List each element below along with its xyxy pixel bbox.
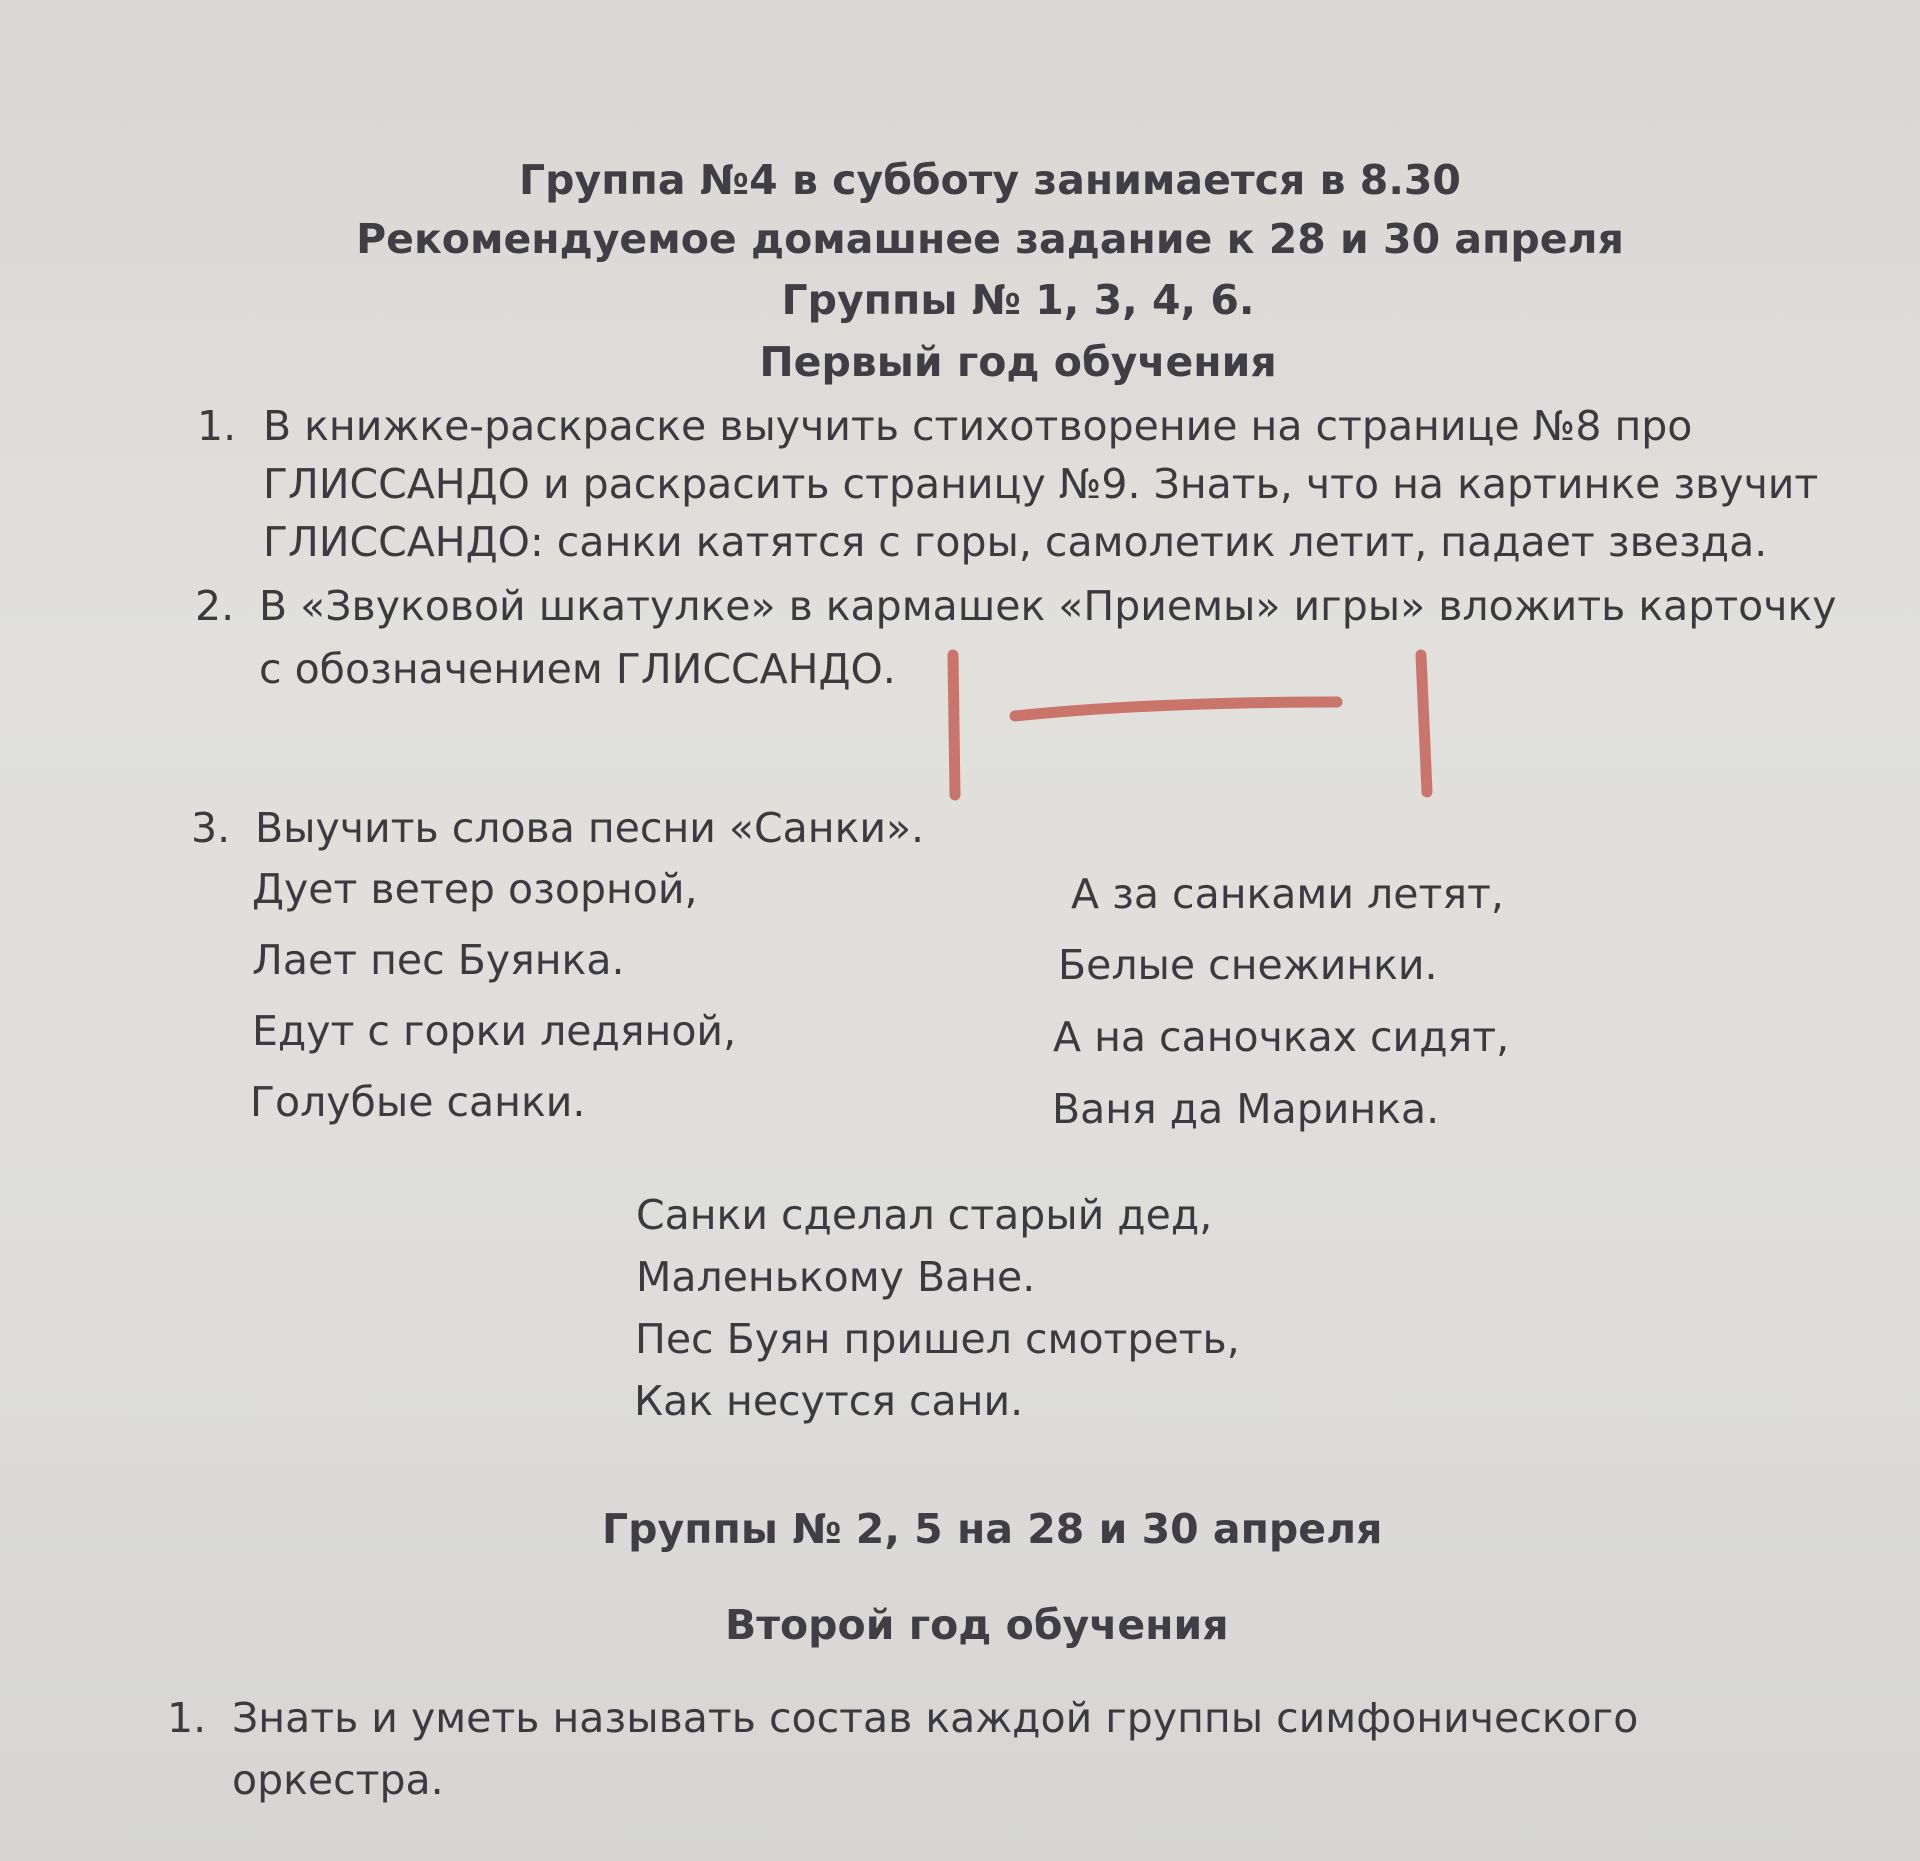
header-group-schedule: Группа №4 в субботу занимается в 8.30 xyxy=(519,156,1461,204)
song-line: Дует ветер озорной, xyxy=(252,865,698,913)
song-line: Маленькому Ване. xyxy=(636,1253,1036,1301)
header-first-year: Первый год обучения xyxy=(759,338,1277,386)
song-line: Голубые санки. xyxy=(250,1078,586,1126)
song-line: А за санками летят, xyxy=(1071,870,1504,918)
header-homework-dates: Рекомендуемое домашнее задание к 28 и 30 апреля xyxy=(356,215,1624,263)
item-text-line: с обозначением ГЛИССАНДО. xyxy=(259,645,896,693)
song-line: Белые снежинки. xyxy=(1058,941,1438,989)
glissando-dash xyxy=(1015,702,1337,716)
item-text-line: ГЛИССАНДО: санки катятся с горы, самолетик летит, падает звезда. xyxy=(263,518,1768,566)
item-number: 2. xyxy=(195,582,235,630)
item-text-line: В «Звуковой шкатулке» в кармашек «Приемы» игры» вложить карточку xyxy=(259,582,1837,630)
item-number: 1. xyxy=(167,1694,207,1742)
second-year-groups-heading: Группы № 2, 5 на 28 и 30 апреля xyxy=(602,1505,1383,1553)
song-line: Едут с горки ледяной, xyxy=(252,1007,737,1055)
header-groups: Группы № 1, 3, 4, 6. xyxy=(781,276,1255,324)
item-text-line: Знать и уметь называть состав каждой группы симфонического xyxy=(232,1694,1639,1742)
second-year-title: Второй год обучения xyxy=(725,1601,1229,1649)
item-text-line: оркестра. xyxy=(232,1756,444,1804)
item-text-line: В книжке-раскраске выучить стихотворение на странице №8 про xyxy=(263,402,1693,450)
song-line: Пес Буян пришел смотреть, xyxy=(635,1315,1240,1363)
item-text-line: Выучить слова песни «Санки». xyxy=(255,804,925,852)
song-line: А на саночках сидят, xyxy=(1053,1013,1510,1061)
song-line: Как несутся сани. xyxy=(634,1377,1024,1425)
song-line: Ваня да Маринка. xyxy=(1052,1085,1440,1133)
glissando-right-bar xyxy=(1421,655,1427,792)
song-line: Лает пес Буянка. xyxy=(252,936,625,984)
item-text-line: ГЛИССАНДО и раскрасить страницу №9. Знать, что на картинке звучит xyxy=(263,460,1819,508)
item-number: 3. xyxy=(191,804,231,852)
item-number: 1. xyxy=(197,402,237,450)
glissando-left-bar xyxy=(953,655,955,795)
song-line: Санки сделал старый дед, xyxy=(636,1191,1213,1239)
